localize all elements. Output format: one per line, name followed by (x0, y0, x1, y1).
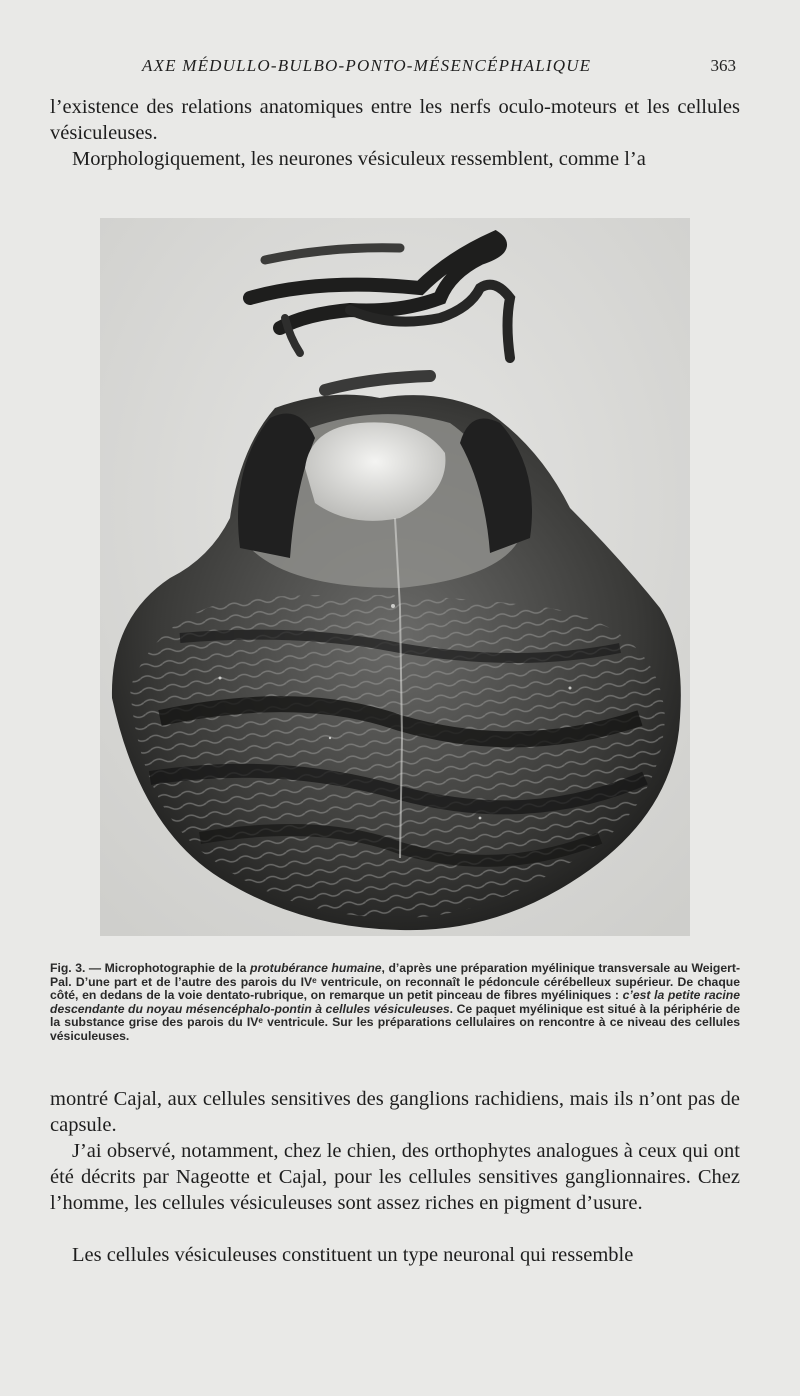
paragraph-orthophytes: J’ai observé, notamment, chez le chien, des orthophytes analogues à ceux qui ont été décrits par Nageotte et Cajal, pour les cellules sensitives ganglionnaires. Chez l’homme, les cellules vésiculeuses sont assez riches en pigment d’usure. (50, 1140, 740, 1214)
paragraph-neuronal-type: Les cellules vésiculeuses constituent un type neuronal qui ressemble (72, 1244, 634, 1266)
caption-dash: — (85, 961, 105, 975)
caption-part1: Microphotographie de la (104, 961, 251, 975)
pons-micrograph-image (100, 218, 690, 936)
caption-part2: , d’après une préparation myélinique transversale au Weigert-Pal. D’une part et de l’autre des parois du IVᵉ ventricule, on reconnaît le pédoncule cérébelleux supérieur. De chaque côté, en dedans de la voie dentato-rubrique, on remarque un petit pinceau de fibres myéliniques : (50, 961, 740, 1003)
page-number: 363 (710, 56, 736, 75)
running-title: AXE MÉDULLO-BULBO-PONTO-MÉSENCÉPHALIQUE (142, 56, 592, 75)
caption-label: Fig. 3. (50, 961, 86, 975)
figure-caption (50, 962, 740, 1044)
paragraph-cajal: montré Cajal, aux cellules sensitives des ganglions rachidiens, mais ils n’ont pas de capsule. (50, 1088, 740, 1136)
caption-italic1: protubérance humaine (250, 961, 382, 975)
caption-italic2: c’est la petite racine descendante du noyau mésencéphalo-pontin à cellules vésiculeuses (50, 988, 741, 1016)
figure-micrograph (100, 218, 690, 936)
paragraph-morphology: Morphologiquement, les neurones vésiculeux ressemblent, comme l’a (72, 148, 646, 170)
paragraph-continuation: l’existence des relations anatomiques entre les nerfs oculo-moteurs et les cellules vésiculeuses. (50, 96, 740, 144)
caption-part3: . Ce paquet myélinique est situé à la périphérie de la substance grise des parois du IVᵉ ventricule. Sur les préparations cellulaires on rencontre à ce niveau des cellules vésiculeuses. (50, 1001, 740, 1043)
running-head (50, 56, 750, 82)
